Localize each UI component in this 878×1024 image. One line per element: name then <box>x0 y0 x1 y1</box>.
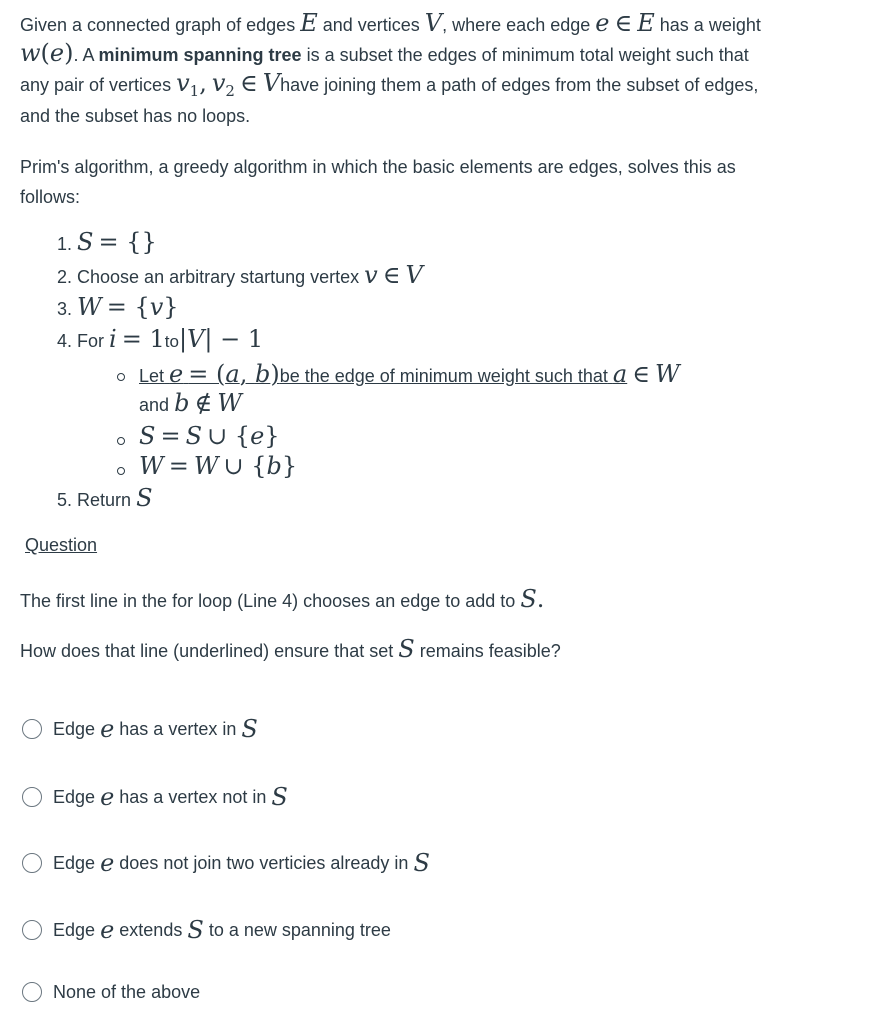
step-4-sub-2: S = S ∪ {e} <box>139 422 280 450</box>
intro-bold-term: minimum spanning tree <box>98 45 302 65</box>
intro-text-4: has a weight <box>654 15 761 35</box>
step-4-sub-1-line-1: Let e = (a, b)be the edge of minimum weight such that a ∈ W <box>139 360 680 388</box>
radio-button[interactable] <box>22 853 42 873</box>
question-line-2: How does that line (underlined) ensure that set S remains feasible? <box>20 635 561 663</box>
step-1: 1. S = {} <box>57 228 157 256</box>
intro-text-2: and vertices <box>317 15 425 35</box>
intro-text-1: Given a connected graph of edges <box>20 15 301 35</box>
radio-button[interactable] <box>22 719 42 739</box>
intro-paragraph: Given a connected graph of edges E and vertices V, where each edge e ∈ E has a weight w(e). A minimum spanning tree is a subset the edges of minimum total weight such that any pair of vertices $v_1$, $v_2$ ∈ Vhave joining them a path of edges from the subset of edges, and the subset has no loops. <box>20 9 761 126</box>
question-line-1: The first line in the for loop (Line 4) chooses an edge to add to S. <box>20 585 545 613</box>
radio-button[interactable] <box>22 982 42 1002</box>
option-4[interactable]: Edge e extends S to a new spanning tree <box>22 915 391 945</box>
radio-button[interactable] <box>22 920 42 940</box>
prim-paragraph: Prim's algorithm, a greedy algorithm in which the basic elements are edges, solves this as follows: <box>20 157 736 207</box>
intro-text-7: have joining them a path of edges from the subset of edges, and the subset has no loops. <box>20 75 759 126</box>
intro-text-3: , where each edge <box>442 15 596 35</box>
step-4-sub-1-line-2: and b ∉ W <box>139 389 242 417</box>
step-4-sub-3: W = W ∪ {b} <box>139 452 298 480</box>
option-2[interactable]: Edge e has a vertex not in S <box>22 782 288 812</box>
bullet-3 <box>117 467 125 475</box>
option-5[interactable]: None of the above <box>22 977 200 1007</box>
step-5: 5. Return S <box>57 484 153 512</box>
radio-button[interactable] <box>22 787 42 807</box>
bullet-2 <box>117 437 125 445</box>
intro-text-6: is a subset the edges of minimum total weight such that any pair of vertices <box>20 45 749 95</box>
option-3[interactable]: Edge e does not join two verticies already in S <box>22 848 430 878</box>
question-link[interactable]: Question <box>25 535 98 555</box>
step-3: 3. W = {v} <box>57 293 179 321</box>
bullet-1 <box>117 373 125 381</box>
step-4: 4. For i = 1to|V| − 1 <box>57 325 264 353</box>
step-2: 2. Choose an arbitrary startung vertex v ∈ V <box>57 261 423 289</box>
intro-text-5: . A <box>73 45 99 65</box>
option-1[interactable]: Edge e has a vertex in S <box>22 714 258 744</box>
